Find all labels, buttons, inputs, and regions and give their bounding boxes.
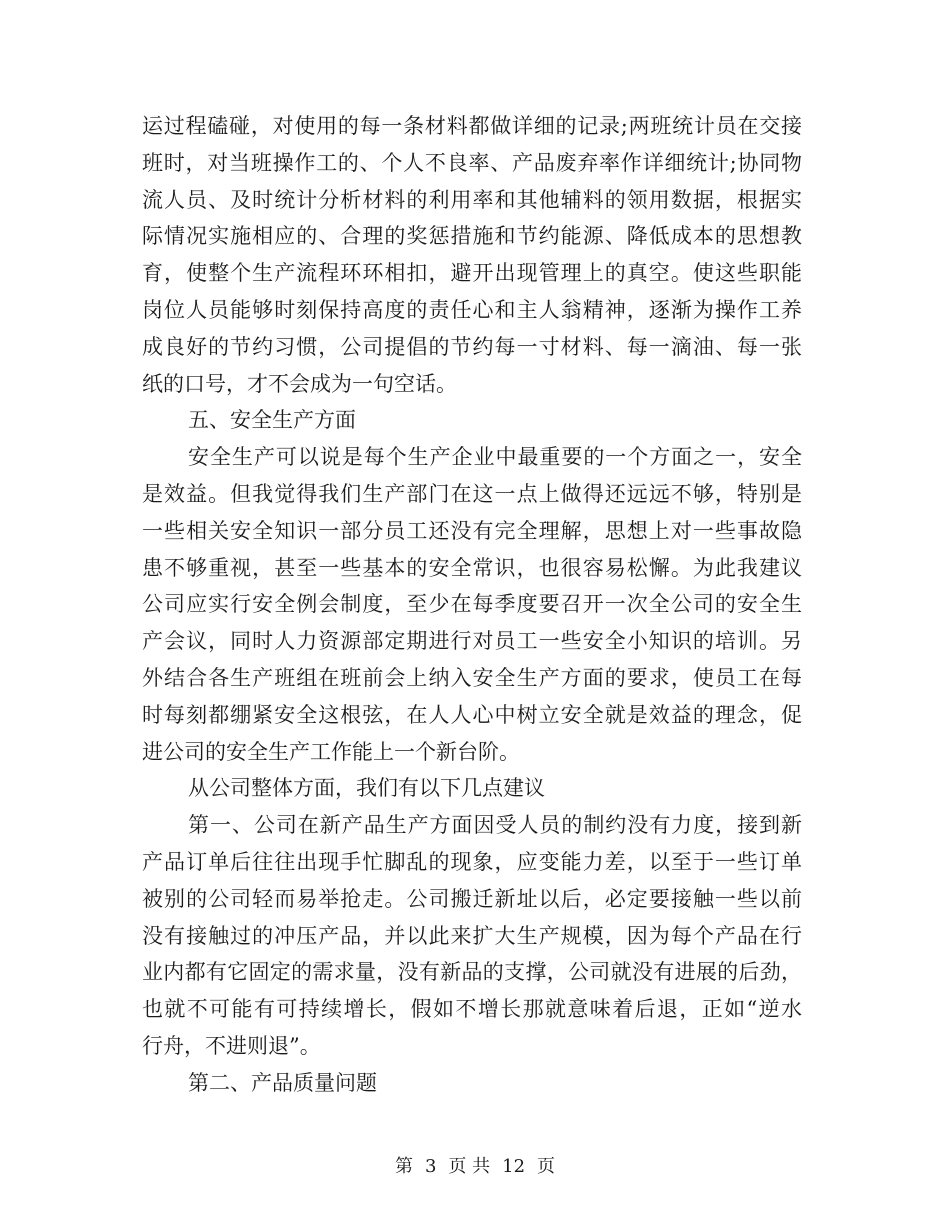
text-line: 岗位人员能够时刻保持高度的责任心和主人翁精神，逐渐为操作工养 <box>142 297 802 322</box>
text-line: 业内都有它固定的需求量，没有新品的支撑，公司就没有进展的后劲， <box>142 960 802 985</box>
page-footer <box>0 1152 950 1178</box>
text-line: 运过程磕碰，对使用的每一条材料都做详细的记录;两班统计员在交接 <box>142 114 802 138</box>
text-line: 没有接触过的冲压产品，并以此来扩大生产规模，因为每个产品在行 <box>142 923 802 948</box>
text-line: 患不够重视，甚至一些基本的安全常识，也很容易松懈。为此我建议 <box>142 555 802 580</box>
text-line: 外结合各生产班组在班前会上纳入安全生产方面的要求，使员工在每 <box>142 665 802 690</box>
paragraph <box>142 402 802 439</box>
paragraph <box>142 807 802 1065</box>
document-body <box>142 108 802 1102</box>
paragraph <box>142 770 802 807</box>
text-line: 时每刻都绷紧安全这根弦，在人人心中树立安全就是效益的理念，促 <box>142 702 802 727</box>
text-line: 五、安全生产方面 <box>188 408 356 433</box>
footer-suffix: 页 <box>537 1156 556 1177</box>
text-line: 产品订单后往往出现手忙脚乱的现象，应变能力差，以至于一些订单 <box>142 849 802 874</box>
text-line: 一些相关安全知识一部分员工还没有完全理解，思想上对一些事故隐 <box>142 518 802 543</box>
text-line: 从公司整体方面，我们有以下几点建议 <box>188 776 545 801</box>
footer-current-page: 3 <box>424 1156 437 1177</box>
text-line: 流人员、及时统计分析材料的利用率和其他辅料的领用数据，根据实 <box>142 187 802 212</box>
text-line: 也就不可能有可持续增长，假如不增长那就意味着后退，正如“逆水 <box>142 997 802 1022</box>
text-line: 第一、公司在新产品生产方面因受人员的制约没有力度，接到新 <box>188 813 802 838</box>
paragraph <box>142 108 802 402</box>
paragraph <box>142 439 802 770</box>
text-line: 成良好的节约习惯，公司提倡的节约每一寸材料、每一滴油、每一张 <box>142 334 802 359</box>
text-line: 行舟，不进则退”。 <box>142 1033 321 1058</box>
text-line: 安全生产可以说是每个生产企业中最重要的一个方面之一，安全 <box>188 445 802 470</box>
footer-prefix: 第 <box>394 1156 413 1177</box>
text-line: 产会议，同时人力资源部定期进行对员工一些安全小知识的培训。另 <box>142 629 802 654</box>
text-line: 育，使整个生产流程环环相扣，避开出现管理上的真空。使这些职能 <box>142 261 802 286</box>
text-line: 班时，对当班操作工的、个人不良率、产品废弃率作详细统计;协同物 <box>142 150 802 175</box>
text-line: 际情况实施相应的、合理的奖惩措施和节约能源、降低成本的思想教 <box>142 224 802 249</box>
footer-total-pages: 12 <box>502 1156 526 1177</box>
text-line: 第二、产品质量问题 <box>188 1070 377 1095</box>
footer-middle: 页 共 <box>448 1156 491 1177</box>
text-line: 纸的口号，才不会成为一句空话。 <box>142 371 457 396</box>
text-line: 被别的公司轻而易举抢走。公司搬迁新址以后，必定要接触一些以前 <box>142 886 802 911</box>
text-line: 是效益。但我觉得我们生产部门在这一点上做得还远远不够，特别是 <box>142 481 802 506</box>
paragraph <box>142 1065 802 1102</box>
text-line: 公司应实行安全例会制度，至少在每季度要召开一次全公司的安全生 <box>142 592 802 617</box>
text-line: 进公司的安全生产工作能上一个新台阶。 <box>142 739 520 764</box>
